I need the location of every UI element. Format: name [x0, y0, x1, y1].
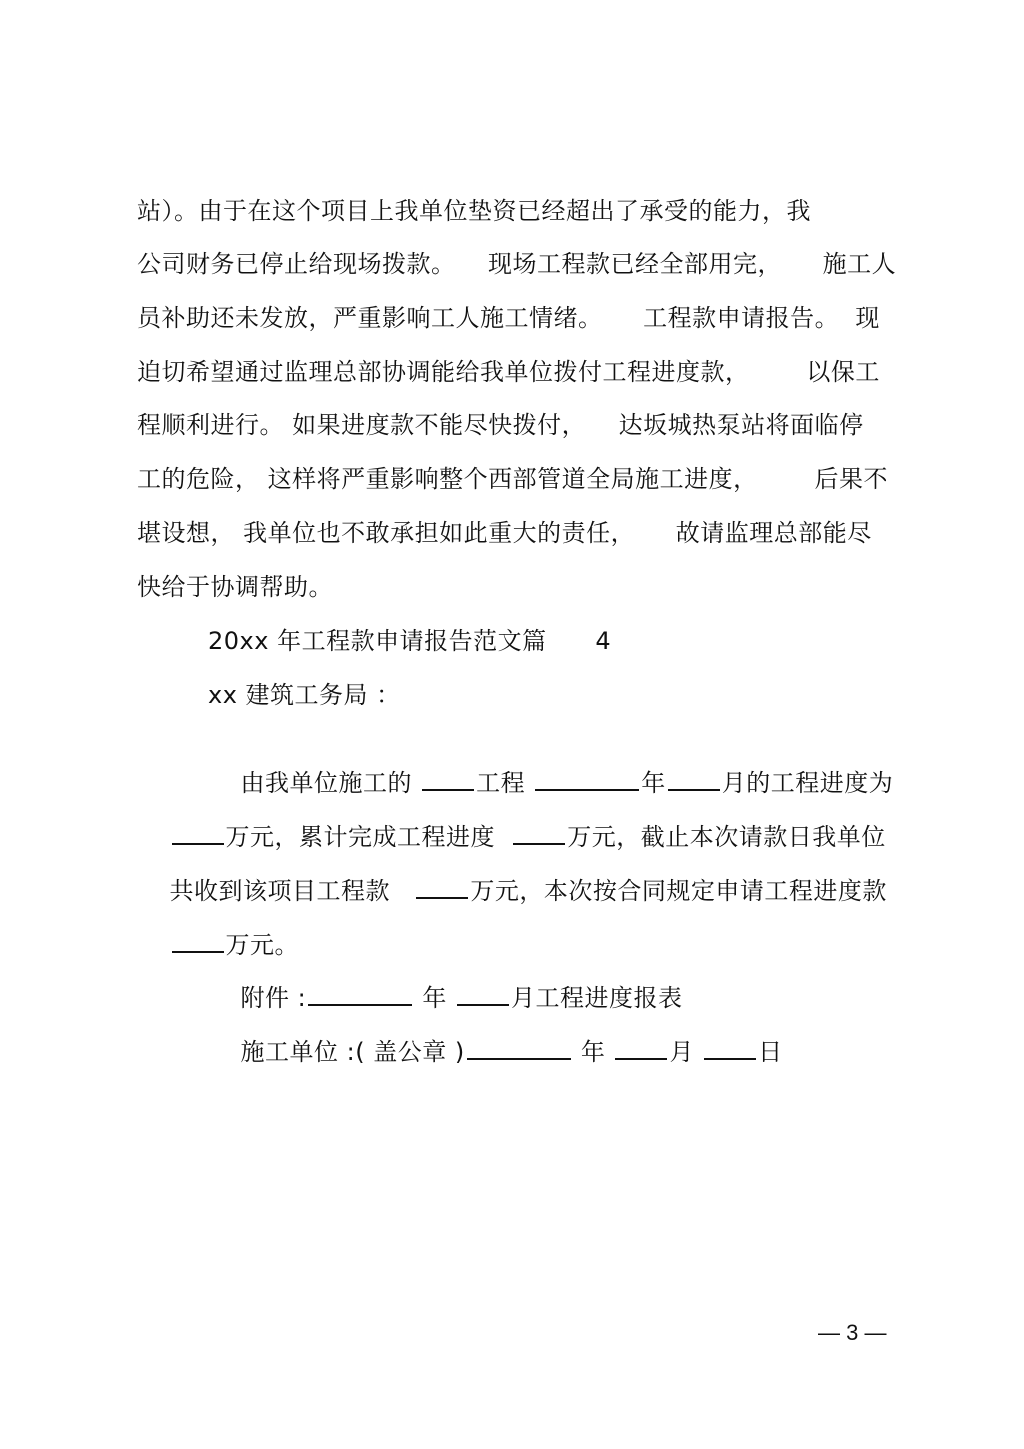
body-line-4: 迫切希望通过监理总部协调能给我单位拨付工程进度款， 以保工 — [137, 358, 880, 386]
fill-blank — [704, 1034, 756, 1060]
body-line-5: 程顺利进行。 如果进度款不能尽快拨付， 达坂城热泵站将面临停 — [137, 411, 864, 439]
body-line-1: 站）。由于在这个项目上我单位垫资已经超出了承受的能力，我 — [137, 197, 811, 225]
signature-year: 年 — [572, 1038, 614, 1066]
attachment-label: 附件 : — [240, 984, 307, 1012]
signature-day: 日 — [758, 1038, 783, 1066]
request-text: 万元，累计完成工程进度 — [225, 823, 512, 851]
request-text: 万元，本次按合同规定申请工程进度款 — [470, 877, 887, 905]
request-text: 月的工程进度为 — [721, 769, 894, 797]
attachment-text: 月工程进度报表 — [511, 984, 683, 1012]
signature-line — [208, 1000, 783, 1103]
request-text: 工程 — [476, 769, 534, 797]
body-line-6: 工的危险， 这样将严重影响整个西部管道全局施工进度， 后果不 — [137, 465, 889, 493]
request-text: 万元，截止本次请款日我单位 — [567, 823, 886, 851]
fill-blank — [467, 1034, 571, 1060]
body-line-3: 员补助还未发放，严重影响工人施工情绪。 工程款申请报告。 现 — [137, 304, 880, 332]
section-title: 20xx 年工程款申请报告范文篇 4 — [208, 627, 612, 655]
fill-blank — [615, 1034, 667, 1060]
body-line-2: 公司财务已停止给现场拨款。 现场工程款已经全部用完， 施工人 — [137, 250, 897, 278]
request-text: 年 — [641, 769, 666, 797]
addressee: xx 建筑工务局 ： — [208, 681, 401, 709]
signature-month: 月 — [669, 1038, 703, 1066]
request-text: 万元。 — [225, 931, 300, 959]
body-line-8: 快给于协调帮助。 — [137, 573, 333, 601]
page-number: — 3 — — [818, 1320, 887, 1345]
attachment-year: 年 — [414, 984, 455, 1012]
request-text: 由我单位施工的 — [240, 769, 421, 797]
body-line-7: 堪设想， 我单位也不敢承担如此重大的责任， 故请监理总部能尽 — [137, 519, 872, 547]
signature-label: 施工单位 :( 盖公章 ) — [240, 1038, 465, 1066]
fill-blank — [416, 873, 468, 899]
request-text: 共收到该项目工程款 — [169, 877, 415, 905]
